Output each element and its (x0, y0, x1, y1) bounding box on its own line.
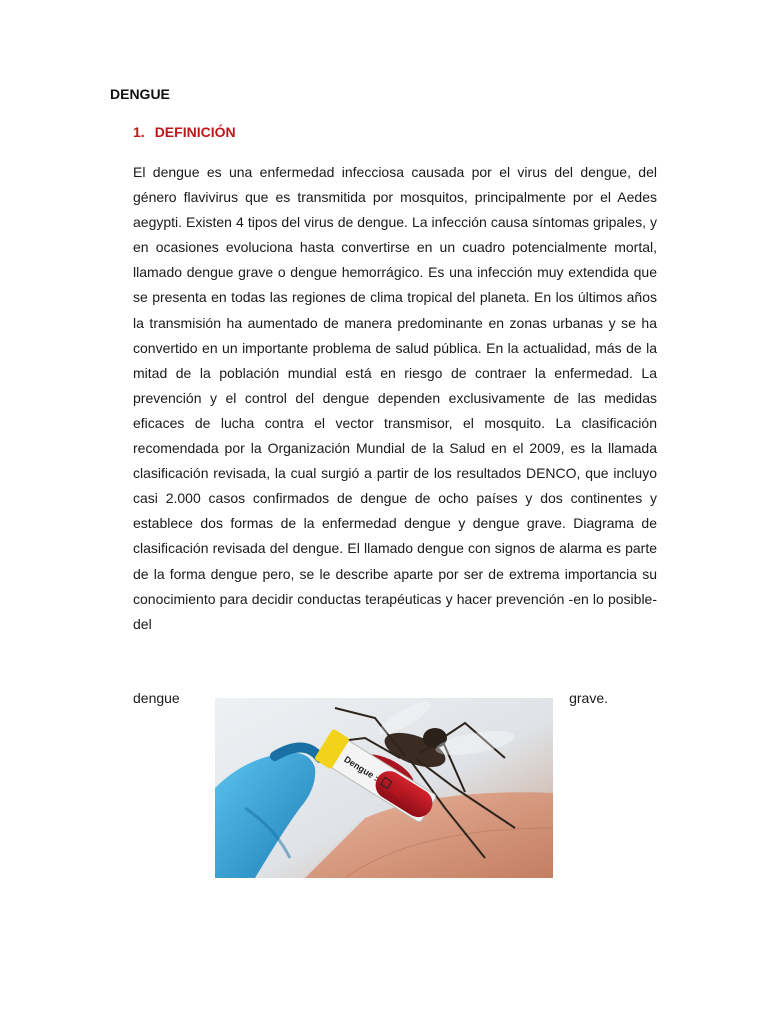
dengue-mosquito-photo (215, 698, 553, 878)
definition-paragraph: El dengue es una enfermedad infecciosa causada por el virus del dengue, del género flavivirus que es transmitida por mosquitos, principalmente por el Aedes aegypti. Existen 4 tipos del virus de dengue. La infección causa síntomas gripales, y en ocasiones evoluciona hasta convertirse en un cuadro potencialmente mortal, llamado dengue grave o dengue hemorrágico. Es una infección muy extendida que se presenta en todas las regiones de clima tropical del planeta. En los últimos años la transmisión ha aumentado de manera predominante en zonas urbanas y se ha convertido en un importante problema de salud pública. En la actualidad, más de la mitad de la población mundial está en riesgo de contraer la enfermedad. La prevención y el control del dengue dependen exclusivamente de las medidas eficaces de lucha contra el vector transmisor, el mosquito. La clasificación recomendada por la Organización Mundial de la Salud en el 2009, es la llamada clasificación revisada, la cual surgió a partir de los resultados DENCO, que incluyo casi 2.000 casos confirmados de dengue de ocho países y dos continentes y establece dos formas de la enfermedad dengue y dengue grave. Diagrama de clasificación revisada del dengue. El llamado dengue con signos de alarma es parte de la forma dengue pero, se le describe aparte por ser de extrema importancia su conocimiento para decidir conductas terapéuticas y hacer prevención -en lo posible- del (133, 164, 657, 632)
section-heading (133, 124, 236, 140)
last-line-left-word: dengue (133, 690, 180, 706)
mosquito-test-tube-illustration (215, 698, 553, 878)
section-heading-text: DEFINICIÓN (154, 124, 236, 140)
document-title: DENGUE (110, 86, 170, 102)
section-number: 1. (133, 124, 145, 140)
tube-label: Dengue : (342, 754, 381, 784)
last-line-right-word: grave. (569, 690, 608, 706)
